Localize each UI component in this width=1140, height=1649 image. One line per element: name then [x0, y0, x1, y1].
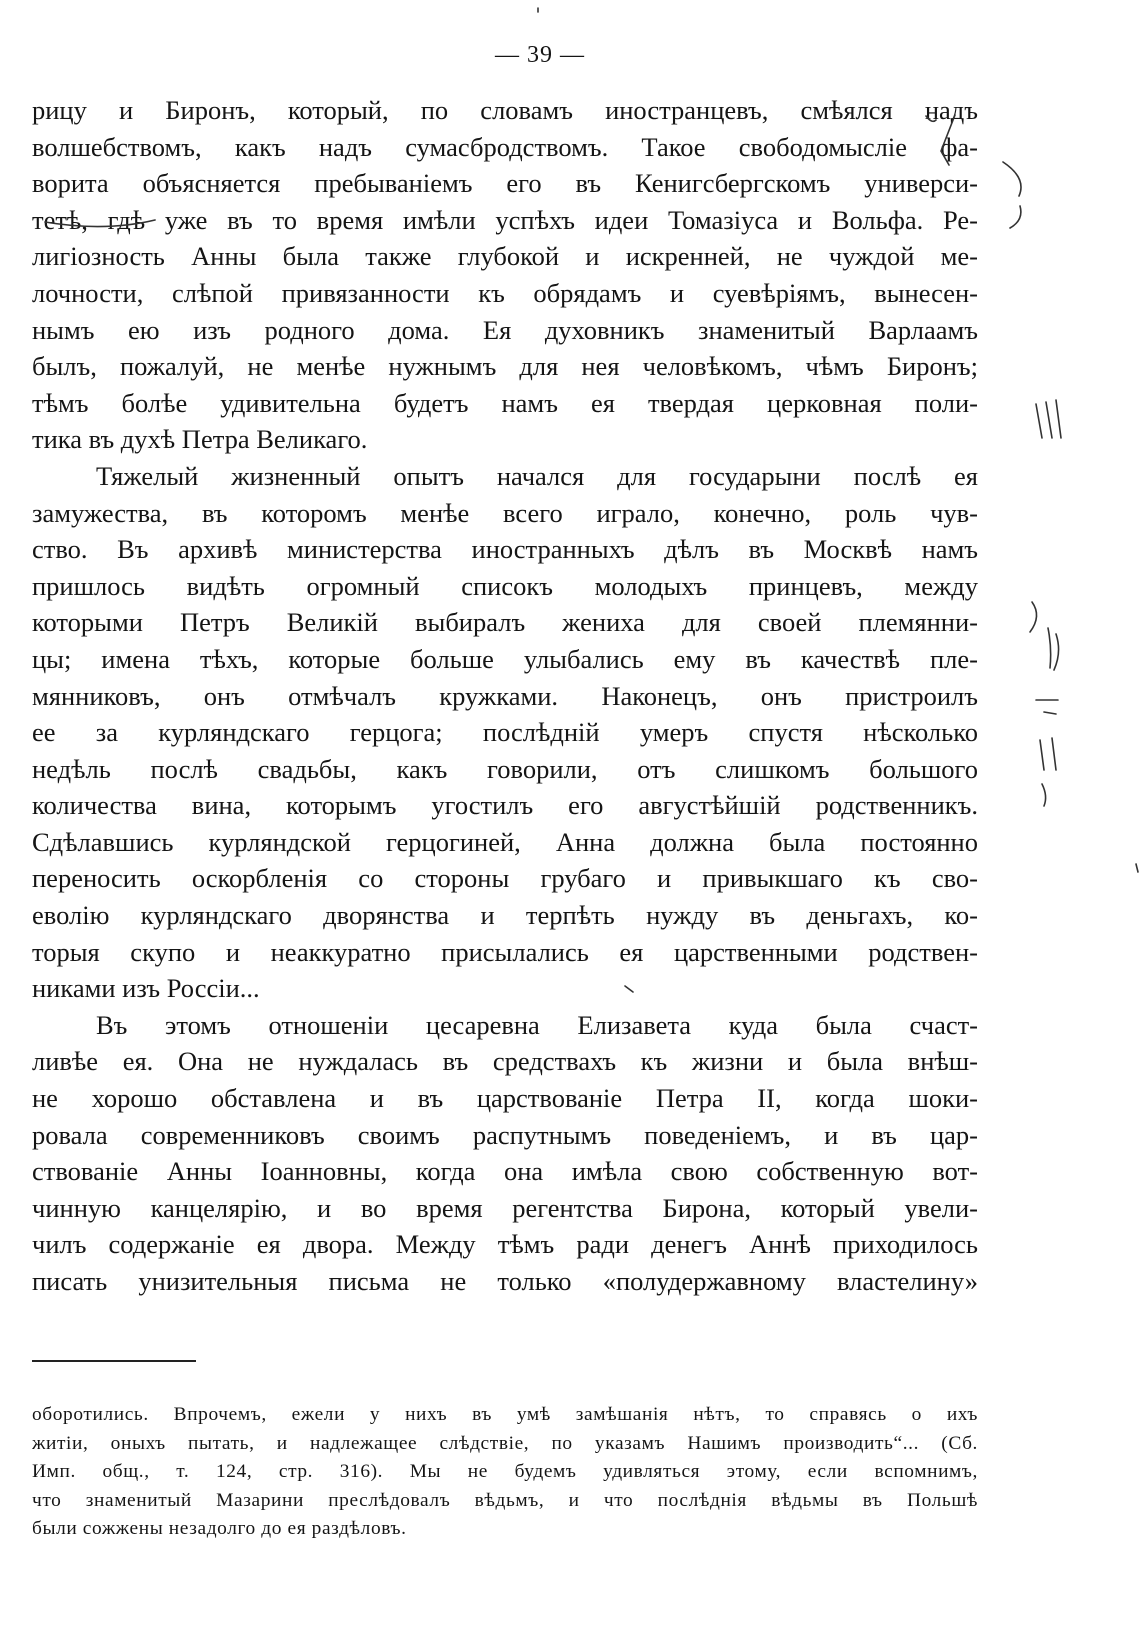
pencil-mark	[1003, 162, 1021, 228]
footnote-line: оборотились. Впрочемъ, ежели у нихъ въ умѣ замѣшанія нѣтъ, то справясь о ихъ	[32, 1404, 978, 1425]
footnote	[32, 1401, 978, 1544]
footnote-line: Имп. общ., т. 124, стр. 316). Мы не будемъ удивляться этому, если вспомнимъ,	[32, 1461, 978, 1483]
text-line: писать унизительныя письма не только «полудержавному властелину»	[32, 1266, 978, 1296]
pencil-mark	[1036, 400, 1061, 438]
text-line: ее за курляндскаго герцога; послѣдній умеръ спустя нѣсколько	[32, 717, 978, 748]
text-line: рицу и Биронъ, который, по словамъ иностранцевъ, смѣялся надъ	[32, 95, 978, 125]
text-line: ство. Въ архивѣ министерства иностранныхъ дѣлъ въ Москвѣ намъ	[32, 534, 978, 565]
main-text	[32, 92, 978, 1300]
text-line: тетѣ, гдѣ уже въ то время имѣли успѣхъ идеи Томазіуса и Вольфа. Ре-	[32, 204, 978, 235]
text-line: ливѣе ея. Она не нуждалась въ средствахъ къ жизни и была внѣш-	[32, 1046, 978, 1077]
footnote-divider	[32, 1360, 196, 1362]
text-line: количества вина, которымъ угостилъ его августѣйшій родственникъ.	[32, 790, 978, 821]
text-line: замужества, въ которомъ менѣе всего играло, конечно, роль чув-	[32, 497, 978, 528]
text-line: тѣмъ болѣе удивительна будетъ намъ ея твердая церковная поли-	[32, 387, 978, 418]
paragraph-first-line: Тяжелый жизненный опытъ начался для государыни послѣ ея	[96, 460, 978, 491]
pencil-mark	[1040, 712, 1056, 770]
paragraph-first-line: Въ этомъ отношеніи цесаревна Елизавета куда была счаст-	[96, 1009, 978, 1040]
text-line: ствованіе Анны Іоанновны, когда она имѣла свою собственную вот-	[32, 1156, 978, 1187]
pencil-mark	[1048, 628, 1059, 670]
footnote-line: были сожжены незадолго до ея раздѣловъ.	[32, 1518, 407, 1540]
text-line: лочности, слѣпой привязанности къ обрядамъ и суевѣріямъ, вынесен-	[32, 277, 978, 308]
text-line: мянниковъ, онъ отмѣчалъ кружками. Наконецъ, онъ пристроилъ	[32, 680, 978, 711]
text-line: чилъ содержаніе ея двора. Между тѣмъ ради денегъ Аннѣ приходилось	[32, 1229, 978, 1260]
page-number: — 39 —	[495, 42, 585, 68]
text-line: пришлось видѣть огромный списокъ молодыхъ принцевъ, между	[32, 570, 978, 601]
text-line: нымъ ею изъ родного дома. Ея духовникъ знаменитый Варлаамъ	[32, 314, 978, 345]
text-line: еволію курляндскаго дворянства и терпѣть нужду въ деньгахъ, ко-	[32, 900, 978, 931]
text-line: волшебствомъ, какъ надъ сумасбродствомъ. Такое свободомысліе фа-	[32, 131, 978, 162]
text-line: тика въ духѣ Петра Великаго.	[32, 424, 368, 455]
text-line: былъ, пожалуй, не менѣе нужнымъ для нея человѣкомъ, чѣмъ Биронъ;	[32, 351, 978, 382]
text-line: которыми Петръ Великій выбиралъ жениха для своей племянни-	[32, 607, 978, 638]
text-line: чинную канцелярію, и во время регентства Бирона, который увели-	[32, 1192, 978, 1223]
text-line: торыя скупо и неаккуратно присылались ея царственными родствен-	[32, 936, 978, 967]
pencil-mark	[1136, 864, 1138, 872]
text-line: ворита объясняется пребываніемъ его въ Кенигсбергскомъ универси-	[32, 168, 978, 199]
text-line: Сдѣлавшись курляндской герцогиней, Анна должна была постоянно	[32, 826, 978, 857]
text-line: ровала современниковъ своимъ распутнымъ поведеніемъ, и въ цар-	[32, 1119, 978, 1150]
pencil-mark	[1030, 602, 1037, 632]
text-line: не хорошо обставлена и въ царствованіе Петра II, когда шоки-	[32, 1083, 978, 1114]
footnote-line: что знаменитый Мазарини преслѣдовалъ вѣдьмъ, и что послѣднія вѣдьмы въ Польшѣ	[32, 1489, 978, 1511]
text-line: цы; имена тѣхъ, которые больше улыбались ему въ качествѣ пле-	[32, 643, 978, 674]
footnote-line: житіи, оныхъ пытать, и надлежащее слѣдствіе, по указамъ Нашимъ производить“... (Сб.	[32, 1432, 978, 1454]
text-line: лигіозность Анны была также глубокой и искренней, не чуждой ме-	[32, 241, 978, 272]
text-line: никами изъ Россіи...	[32, 973, 260, 1004]
pencil-mark	[1042, 784, 1046, 806]
text-line: недѣль послѣ свадьбы, какъ говорили, отъ слишкомъ большого	[32, 753, 978, 784]
text-line: переносить оскорбленія со стороны грубаго и привыкшаго къ сво-	[32, 863, 978, 894]
